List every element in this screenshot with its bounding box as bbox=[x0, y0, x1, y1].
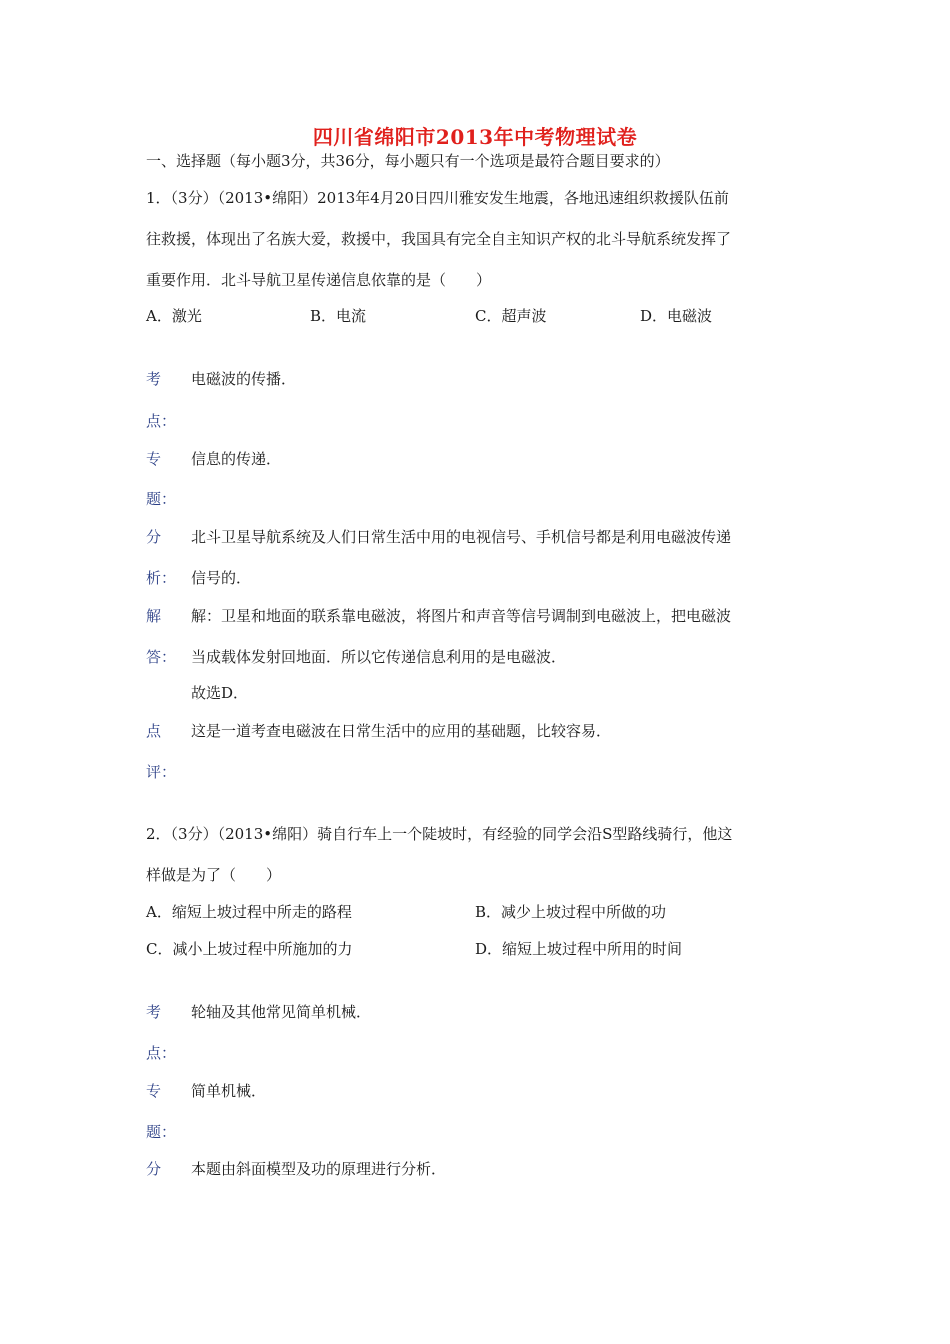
q2-option-c: C．减小上坡过程中所施加的力 bbox=[146, 940, 353, 958]
q1-dianping-text: 这是一道考查电磁波在日常生活中的应用的基础题，比较容易． bbox=[191, 722, 612, 740]
q2-stem-line-1: 2．（3分）（2013•绵阳）骑自行车上一个陡坡时，有经验的同学会沿S型路线骑行，他这 bbox=[146, 825, 733, 843]
q1-fenxi-label-1: 分 bbox=[146, 528, 162, 546]
q1-option-a: A．激光 bbox=[146, 307, 202, 325]
q2-option-d: D．缩短上坡过程中所用的时间 bbox=[475, 940, 683, 958]
q2-zhuanti-label-2: 题： bbox=[146, 1123, 177, 1141]
q1-fenxi-line-2: 信号的． bbox=[191, 569, 252, 587]
q1-stem-line-1: 1．（3分）（2013•绵阳）2013年4月20日四川雅安发生地震，各地迅速组织救援队伍前 bbox=[146, 189, 729, 207]
q1-jieda-label-2: 答： bbox=[146, 648, 177, 666]
q1-fenxi-line-1: 北斗卫星导航系统及人们日常生活中用的电视信号、手机信号都是利用电磁波传递 bbox=[191, 528, 732, 546]
document-title: 四川省绵阳市2013年中考物理试卷 bbox=[312, 125, 638, 149]
q1-dianping-label-2: 评： bbox=[146, 763, 177, 781]
q1-kaodian-label-1: 考 bbox=[146, 370, 162, 388]
q2-option-b: B．减少上坡过程中所做的功 bbox=[475, 903, 667, 921]
q2-kaodian-label-2: 点： bbox=[146, 1044, 177, 1062]
q1-zhuanti-label-2: 题： bbox=[146, 490, 177, 508]
q2-zhuanti-label-1: 专 bbox=[146, 1082, 162, 1100]
q1-fenxi-label-2: 析： bbox=[146, 569, 177, 587]
q1-dianping-label-1: 点 bbox=[146, 722, 162, 740]
q1-jieda-line-1: 解：卫星和地面的联系靠电磁波，将图片和声音等信号调制到电磁波上，把电磁波 bbox=[191, 607, 732, 625]
q1-jieda-line-2: 当成载体发射回地面．所以它传递信息利用的是电磁波． bbox=[191, 648, 567, 666]
q1-kaodian-label-2: 点： bbox=[146, 412, 177, 430]
q1-jieda-label-1: 解 bbox=[146, 607, 162, 625]
q1-option-d: D．电磁波 bbox=[640, 307, 713, 325]
q1-zhuanti-text: 信息的传递． bbox=[191, 450, 282, 468]
q1-kaodian-text: 电磁波的传播． bbox=[191, 370, 297, 388]
q2-kaodian-label-1: 考 bbox=[146, 1003, 162, 1021]
q1-stem-line-2: 往救援，体现出了名族大爱，救援中，我国具有完全自主知识产权的北斗导航系统发挥了 bbox=[146, 230, 732, 248]
q1-stem-line-3: 重要作用．北斗导航卫星传递信息依靠的是（ ） bbox=[146, 271, 492, 289]
q2-option-a: A．缩短上坡过程中所走的路程 bbox=[146, 903, 352, 921]
q2-stem-line-2: 样做是为了（ ） bbox=[146, 866, 282, 884]
q2-kaodian-text: 轮轴及其他常见简单机械． bbox=[191, 1003, 372, 1021]
section-header: 一、选择题（每小题3分，共36分，每小题只有一个选项是最符合题目要求的） bbox=[146, 152, 670, 170]
q2-fenxi-line-1: 本题由斜面模型及功的原理进行分析． bbox=[191, 1160, 447, 1178]
q1-option-b: B．电流 bbox=[310, 307, 367, 325]
q2-zhuanti-text: 简单机械． bbox=[191, 1082, 267, 1100]
q1-option-c: C．超声波 bbox=[475, 307, 547, 325]
q1-zhuanti-label-1: 专 bbox=[146, 450, 162, 468]
q2-fenxi-label-1: 分 bbox=[146, 1160, 162, 1178]
q1-jieda-line-3: 故选D． bbox=[191, 684, 249, 702]
